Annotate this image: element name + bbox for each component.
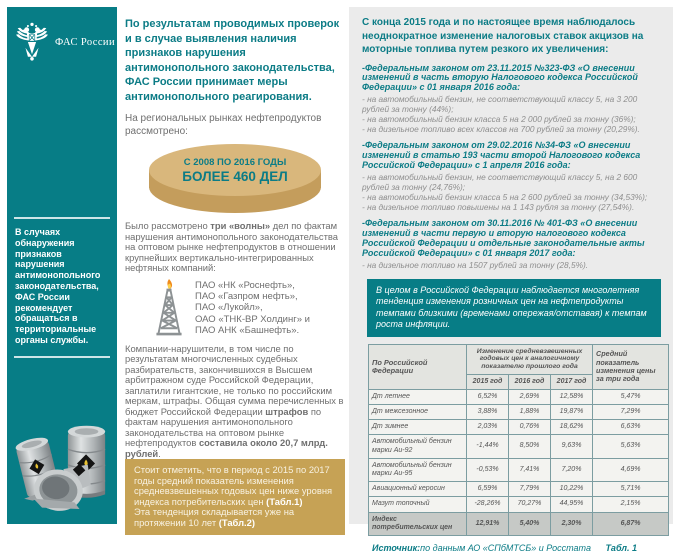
law-detail-item: - на автомобильный бензин, не соответствующий классу 5, на 3 200 рублей за тонну (44%);: [362, 94, 638, 115]
cell-2016: 7,41%: [509, 458, 551, 481]
company-item: ПАО АНК «Башнефть».: [195, 325, 300, 337]
cell-2015: 2,03%: [467, 420, 509, 435]
row-label: Дт летнее: [369, 389, 467, 404]
disk-top-shape: [149, 144, 321, 196]
law-detail-item: - на дизельное топливо всех классов на 700 рублей за тонну (20,29%).: [362, 123, 640, 134]
fas-logo-text: ФАС России: [55, 36, 115, 48]
source-line: [372, 543, 659, 553]
company-item: ПАО «НК «Роснефть»,: [195, 279, 295, 291]
fas-emblem-icon: [14, 21, 50, 63]
cell-2017: 18,62%: [551, 420, 593, 435]
law-detail-item: - на дизельное топливо повышены на 1 143 рубля за тонну (27,54%).: [362, 201, 635, 212]
note-box-p1: [134, 465, 336, 507]
inflation-summary-text: В целом в Российской Федерации наблюдается многолетняя тенденция изменения розничных цен на нефтепродукты темпами близкими (временами опережая/отставая) к темпам роста инфляции.: [376, 284, 647, 330]
law-block-1: [362, 64, 663, 135]
row-label: Автомобильный бензин марки Аи-95: [369, 458, 467, 481]
note-box-p1-text: Стоит отметить, что в период с 2015 по 2017 годы средний показатель изменения средневзвешенных годовых цен ниже уровня индекса потребительских цен: [134, 464, 333, 507]
fines-pre: Компании-нарушители, в том числе по результатам многочисленных судебных разбирательств, закончившихся в Высшем арбитражном суде Российской Федерации, заплатили гигантские, не только по российским меркам, штрафы. Общая сумма перечисленных в бюджет Российской Федерации: [125, 342, 344, 417]
cell-2016: 8,50%: [509, 435, 551, 458]
fas-logo: [14, 21, 115, 63]
table-row: [369, 435, 669, 458]
law-items: [362, 173, 663, 212]
cell-2015: 3,88%: [467, 404, 509, 419]
note-box-p2-text: Эта тенденция складывается уже на протяжении 10 лет: [134, 506, 295, 528]
law-detail-item: - на дизельное топливо на 1507 рублей за тонну (28,5%).: [362, 259, 589, 270]
cell-2016: 0,76%: [509, 420, 551, 435]
excise-heading: С конца 2015 года и по настоящее время наблюдалось неоднократное изменение налоговых ставок акцизов на моторные топлива путем резкого их увеличения:: [362, 17, 644, 55]
main-heading: По результатам проводимых проверок и в случае выявления наличия признаков нарушения антимонопольного законодательства, ФАС России принимает меры антимонопольного реагирования.: [125, 18, 340, 103]
fines-paragraph: [125, 344, 345, 460]
note-box-table1-ref: (Табл.1): [266, 495, 303, 507]
waves-pre: Было рассмотрено: [125, 220, 211, 231]
companies-list: [195, 278, 310, 337]
cell-2017: 12,58%: [551, 389, 593, 404]
law-title: -Федеральным законом от 29.02.2016 №34-ФЗ «О внесении изменений в статью 193 части второй Налогового кодекса Российской Федерации» с 1 апреля 2016 года:: [362, 140, 641, 171]
cell-2017: 44,95%: [551, 497, 593, 512]
cell-avg: 5,47%: [593, 389, 669, 404]
law-detail-item: - на автомобильный бензин класса 5 на 2 000 рублей за тонну (36%);: [362, 113, 636, 124]
waves-paragraph: [125, 221, 345, 274]
table-corner-header: По Российской Федерации: [369, 344, 467, 389]
cell-2015: 6,52%: [467, 389, 509, 404]
table-row: [369, 458, 669, 481]
year-header-2017: 2017 год: [551, 374, 593, 389]
cell-avg: 5,71%: [593, 482, 669, 497]
cell-2015: 12,91%: [467, 512, 509, 535]
cell-avg: 5,63%: [593, 435, 669, 458]
fines-bold-shtrafov: штрафов: [265, 405, 309, 417]
cell-avg: 6,63%: [593, 420, 669, 435]
companies-block: [153, 278, 345, 337]
cell-2016: 7,79%: [509, 482, 551, 497]
waves-bold: три «волны»: [210, 220, 271, 231]
inflation-summary-box: [367, 279, 661, 337]
table-header-row-1: [369, 344, 669, 374]
right-panel: [349, 7, 673, 553]
cell-avg: 6,87%: [593, 512, 669, 535]
table-row: [369, 497, 669, 512]
cell-avg: 4,69%: [593, 458, 669, 481]
cell-2017: 2,30%: [551, 512, 593, 535]
fines-end: .: [158, 447, 161, 459]
table-group-header: Изменение средневзвешенных годовых цен к аналогичному показателю прошлого года: [467, 344, 593, 374]
disk-period: С 2008 ПО 2016 ГОДЫ: [183, 156, 287, 168]
cell-2017: 10,22%: [551, 482, 593, 497]
row-label: Авиационный керосин: [369, 482, 467, 497]
company-item: ПАО «Лукойл»,: [195, 302, 263, 314]
oil-derrick-icon: [153, 278, 185, 336]
law-title: -Федеральным законом от 23.11.2015 №323-ФЗ «О внесении изменений в часть вторую Налогового кодекса Российской Федерации» с 01 января 2016 года:: [362, 62, 638, 93]
cell-2015: 6,59%: [467, 482, 509, 497]
year-header-2016: 2016 год: [509, 374, 551, 389]
row-label: Дт межсезонное: [369, 404, 467, 419]
table-avg-header: Средний показатель изменения цены за три года: [593, 344, 669, 389]
cell-2017: 9,63%: [551, 435, 593, 458]
table-number: Табл. 1: [605, 542, 637, 553]
fines-mid: по фактам нарушения антимонопольного законодательства на оптовом рынке нефтепродуктов: [125, 405, 322, 449]
fines-bold-sum: составила около 20,7 млрд. рублей: [125, 437, 328, 459]
row-label: Автомобильный бензин марки Аи-92: [369, 435, 467, 458]
sidebar-note: [14, 217, 110, 358]
table-row-cpi: [369, 512, 669, 535]
sidebar: [7, 7, 117, 524]
cell-2016: 2,69%: [509, 389, 551, 404]
row-label: Индекс потребительских цен: [369, 512, 467, 535]
cell-2017: 19,87%: [551, 404, 593, 419]
cell-2015: -28,26%: [467, 497, 509, 512]
cell-2015: -1,44%: [467, 435, 509, 458]
note-box-p2: [134, 507, 336, 528]
highlight-note-box: [125, 459, 345, 535]
table-row: [369, 420, 669, 435]
cell-avg: 2,15%: [593, 497, 669, 512]
company-item: ОАО «ТНК-ВР Холдинг» и: [195, 313, 310, 325]
table-row: [369, 389, 669, 404]
row-label: Мазут топочный: [369, 497, 467, 512]
note-box-table2-ref: (Табл.2): [218, 516, 256, 528]
cell-2015: -0,53%: [467, 458, 509, 481]
table-row: [369, 482, 669, 497]
intro-text: На региональных рынках нефтепродуктов рассмотрено:: [125, 113, 322, 137]
year-header-2015: 2015 год: [467, 374, 509, 389]
source-text: по данным АО «СПбМТСБ» и Росстата: [420, 542, 591, 553]
middle-column: [121, 7, 347, 528]
cases-disk: [149, 144, 321, 214]
law-block-2: [362, 141, 663, 212]
disk-cases-count: БОЛЕЕ 460 ДЕЛ: [182, 168, 288, 184]
cell-2016: 5,40%: [509, 512, 551, 535]
row-label: Дт зимнее: [369, 420, 467, 435]
company-item: ПАО «Газпром нефть»,: [195, 290, 298, 302]
source-label: Источник:: [372, 542, 421, 553]
law-title: -Федеральным законом от 30.11.2016 № 401-ФЗ «О внесении изменений в части первую и вторую налогового кодекса Российской Федерации и отдельные законодательные акты Российской Федерации» с 01 января 2017 года:: [362, 218, 645, 259]
sidebar-note-text: В случаях обнаружения признаков нарушения антимонопольного законодательства, ФАС России рекомендует обращаться в территориальные органы службы.: [15, 227, 101, 345]
law-block-3: [362, 219, 663, 270]
oil-barrels-icon: [11, 406, 113, 516]
waves-post: дел по фактам нарушения антимонопольного законодательства на оптовом рынке нефтепродуктов в отношении крупнейших вертикально-интегрированных нефтяных компаний:: [125, 220, 338, 273]
cell-avg: 7,29%: [593, 404, 669, 419]
price-change-table: [368, 344, 669, 536]
cell-2016: 70,27%: [509, 497, 551, 512]
law-detail-item: - на автомобильный бензин класса 5 на 2 600 рублей за тонну (34,53%);: [362, 191, 648, 202]
cell-2017: 7,20%: [551, 458, 593, 481]
table-row: [369, 404, 669, 419]
cell-2016: 1,88%: [509, 404, 551, 419]
law-items: [362, 261, 663, 271]
law-detail-item: - на автомобильный бензин, не соответствующий классу 5, на 2 600 рублей за тонну (24,76%);: [362, 172, 638, 192]
law-items: [362, 95, 663, 134]
